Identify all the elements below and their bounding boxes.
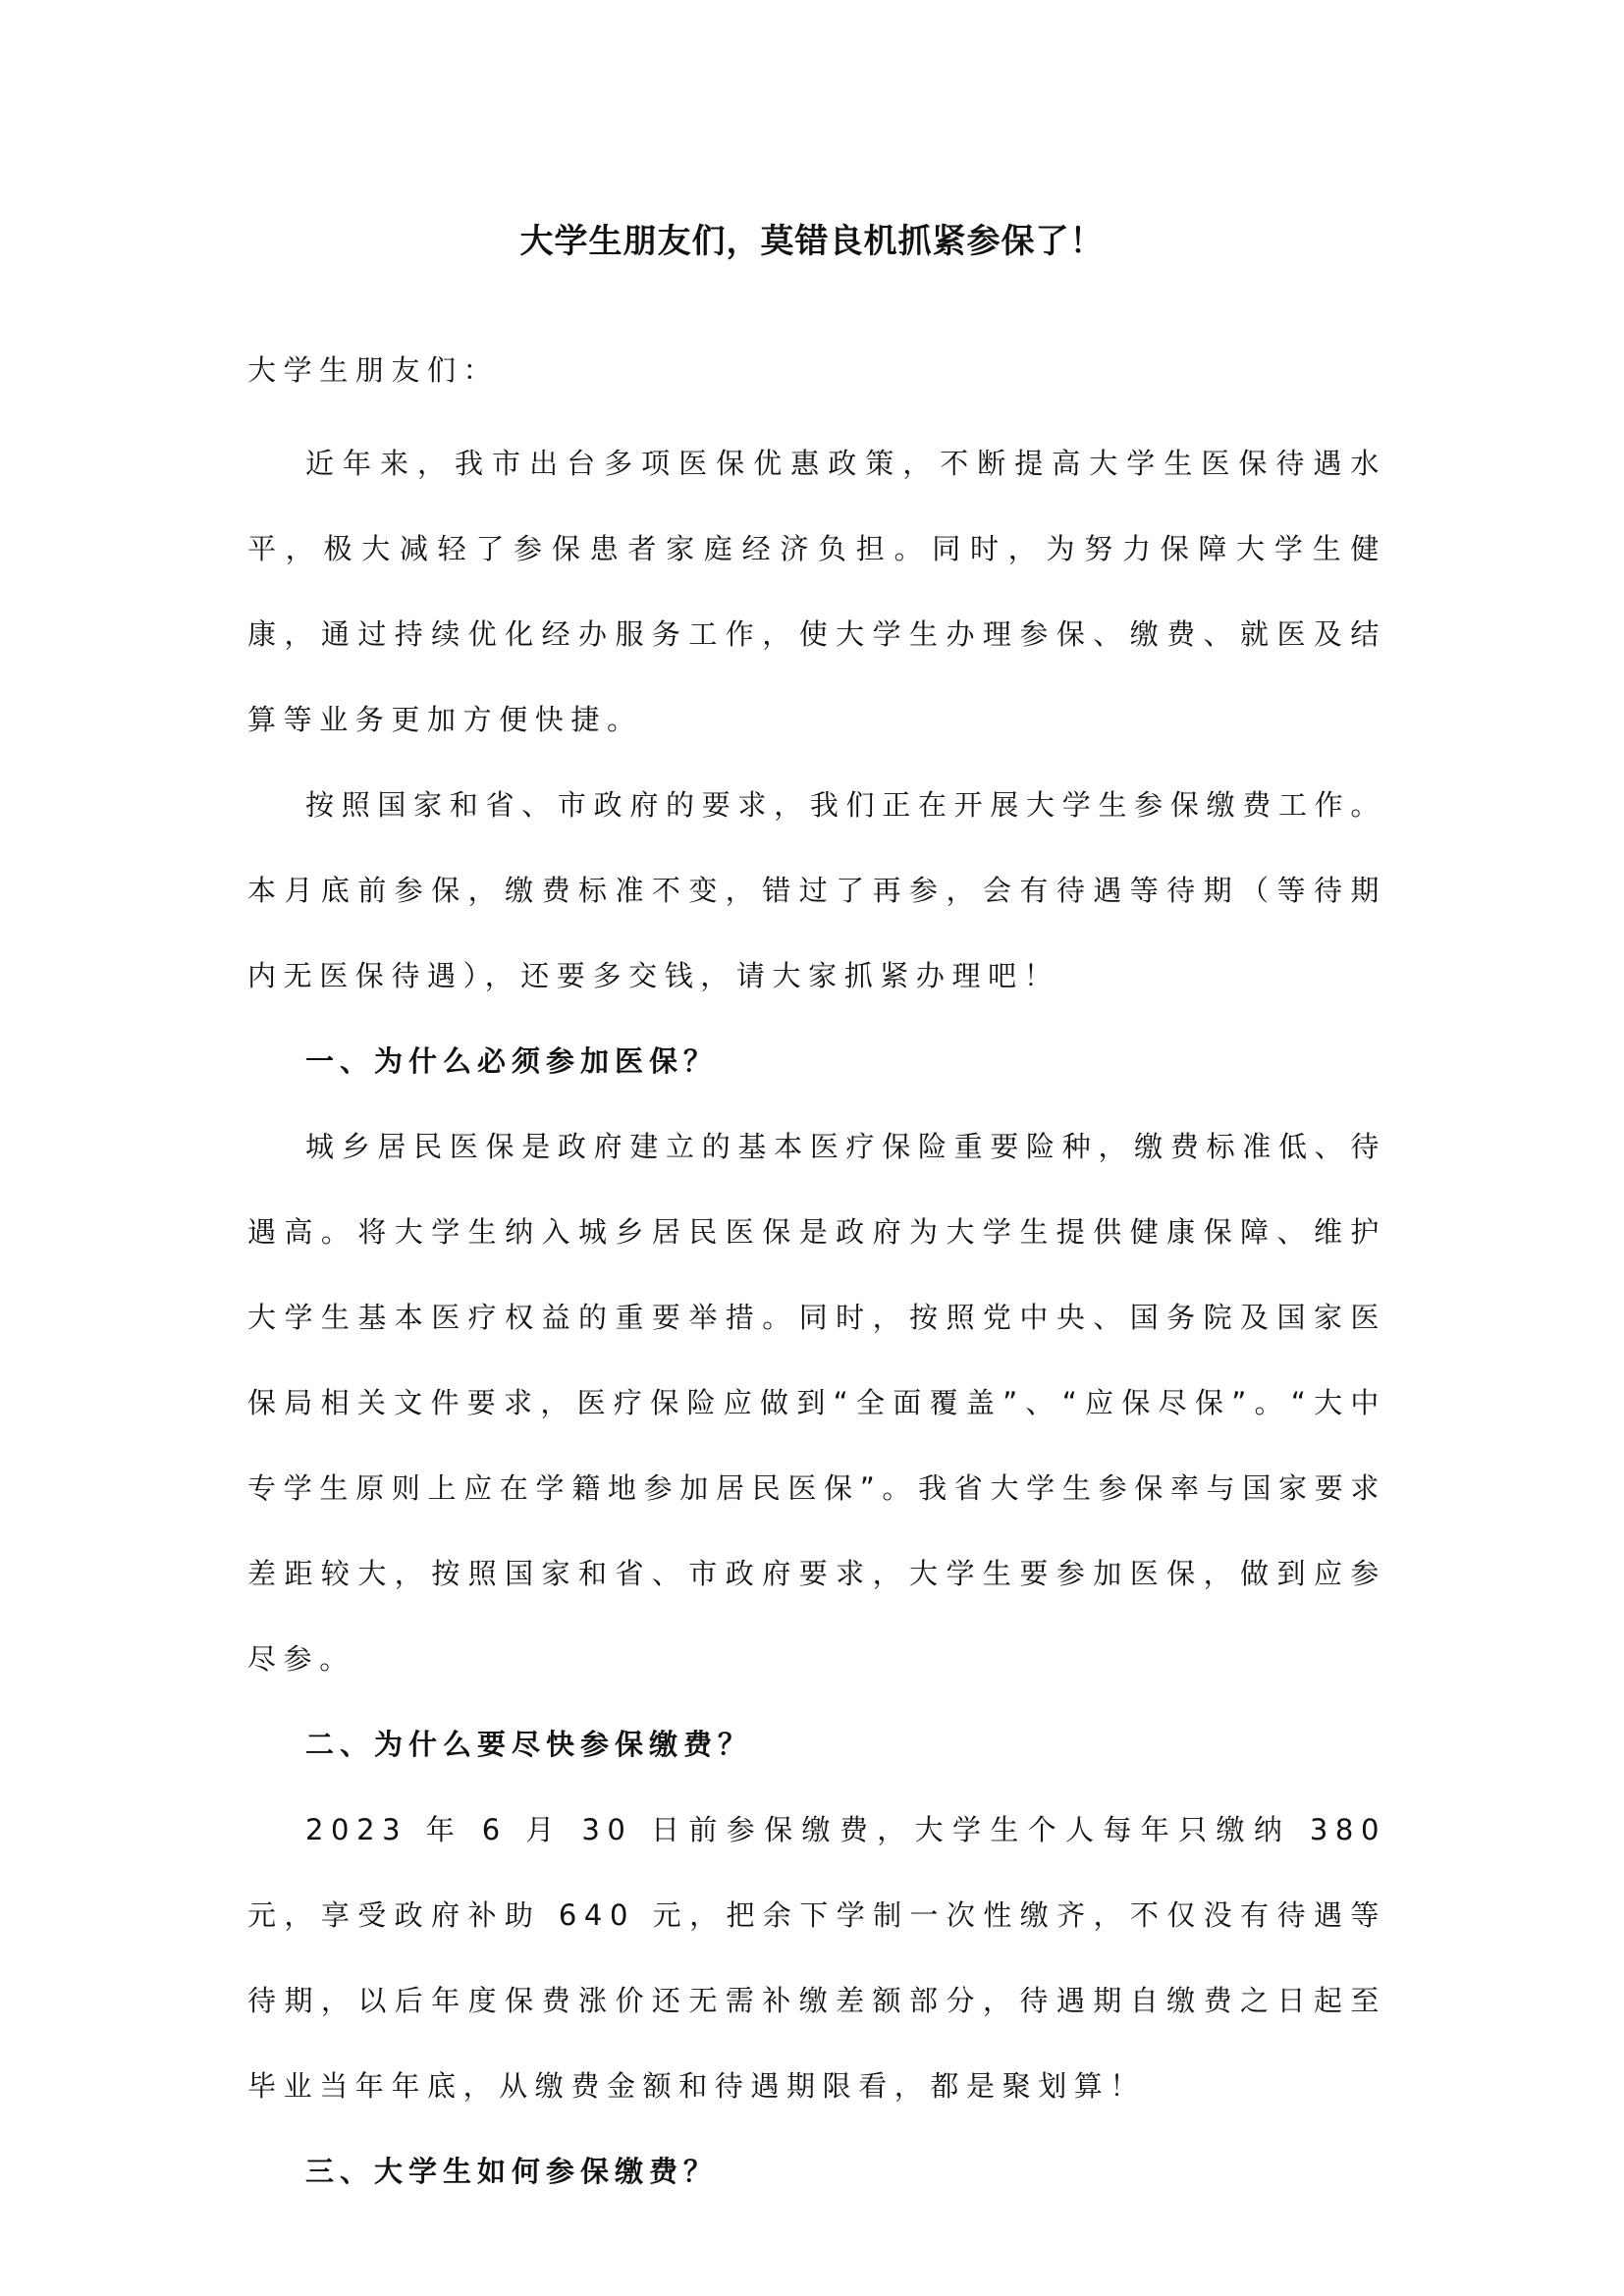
intro-paragraph-1: 近年来，我市出台多项医保优惠政策，不断提高大学生医保待遇水平，极大减轻了参保患者家庭经济负担。同时，为努力保障大学生健康，通过持续优化经办服务工作，使大学生办理参保、缴费、就医及结算等业务更加方便快捷。 xyxy=(247,447,1386,736)
section-1-heading: 一、为什么必须参加医保？ xyxy=(305,1044,719,1078)
document-title: 大学生朋友们，莫错良机抓紧参保了！ xyxy=(519,222,1105,261)
intro-paragraph-2: 按照国家和省、市政府的要求，我们正在开展大学生参保缴费工作。本月底前参保，缴费标准不变，错过了再参，会有待遇等待期（等待期内无医保待遇），还要多交钱，请大家抓紧办理吧！ xyxy=(247,788,1386,992)
section-3-heading: 三、大学生如何参保缴费？ xyxy=(305,2155,719,2188)
section-2-heading: 二、为什么要尽快参保缴费？ xyxy=(305,1728,753,1761)
salutation: 大学生朋友们： xyxy=(247,353,500,387)
section-1-paragraph: 城乡居民医保是政府建立的基本医疗保险重要险种，缴费标准低、待遇高。将大学生纳入城乡居民医保是政府为大学生提供健康保障、维护大学生基本医疗权益的重要举措。同时，按照党中央、国务院及国家医保局相关文件要求，医疗保险应做到“全面覆盖”、“应保尽保”。“大中专学生原则上应在学籍地参加居民医保”。我省大学生参保率与国家要求差距较大，按照国家和省、市政府要求，大学生要参加医保，做到应参尽参。 xyxy=(247,1130,1386,1676)
section-2-paragraph: 2023 年 6 月 30 日前参保缴费，大学生个人每年只缴纳 380 元，享受政府补助 640 元，把余下学制一次性缴齐，不仅没有待遇等待期，以后年度保费涨价还无需补缴差额部分，待遇期自缴费之日起至毕业当年年底，从缴费金额和待遇期限看，都是聚划算！ xyxy=(247,1813,1386,2103)
document-body xyxy=(247,328,1386,2215)
